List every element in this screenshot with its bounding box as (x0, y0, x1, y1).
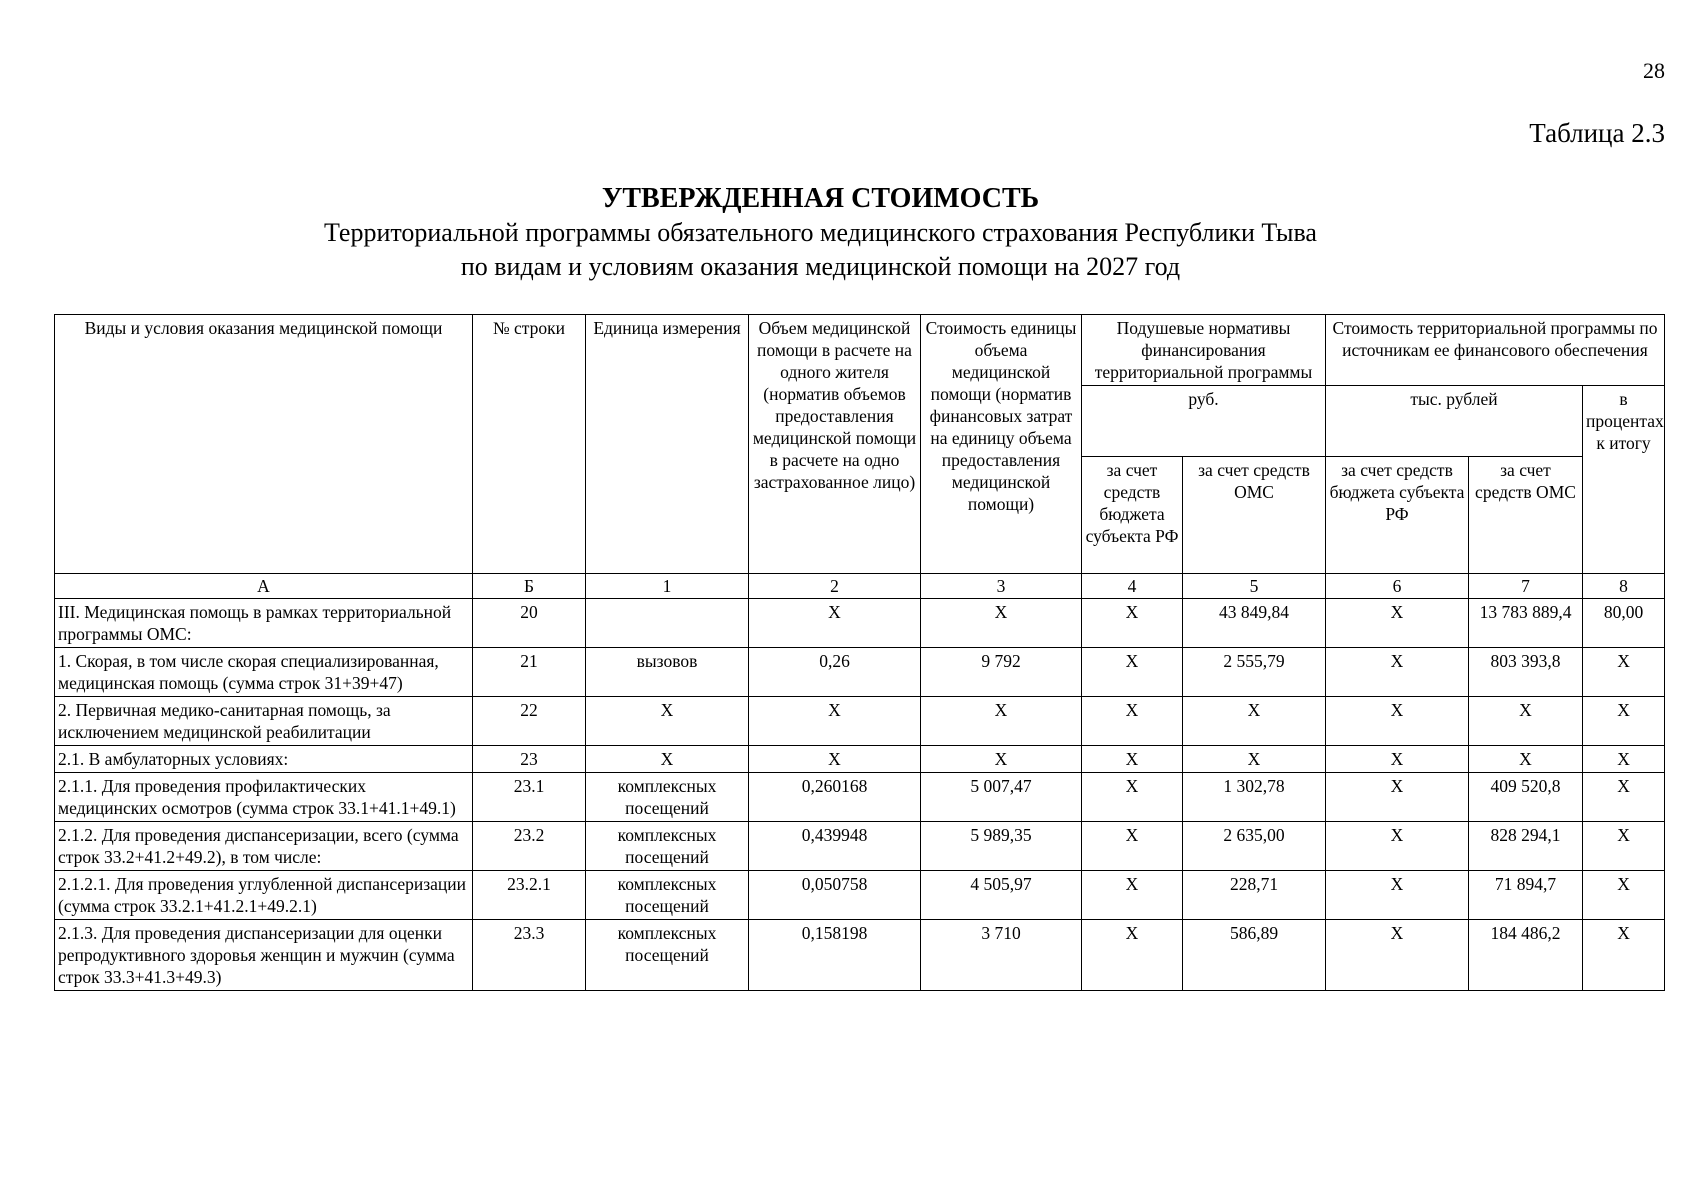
table-row (55, 822, 1665, 871)
row-name: III. Медицинская помощь в рамках территориальной программы ОМС: (55, 599, 473, 648)
row-name: 1. Скорая, в том числе скорая специализированная, медицинская помощь (сумма строк 31+39+47) (55, 648, 473, 697)
row-cost: Х (921, 746, 1082, 773)
row-volume: Х (749, 746, 921, 773)
row-percent: Х (1583, 697, 1665, 746)
row-volume: 0,26 (749, 648, 921, 697)
row-percent: 80,00 (1583, 599, 1665, 648)
row-cost: 3 710 (921, 920, 1082, 991)
header-oms-total: за счет средств ОМС (1469, 457, 1583, 574)
row-name: 2.1.2.1. Для проведения углубленной диспансеризации (сумма строк 33.2.1+41.2.1+49.2.1) (55, 871, 473, 920)
header-budget-total: за счет средств бюджета субъекта РФ (1326, 457, 1469, 574)
row-line: 23.2.1 (473, 871, 586, 920)
row-oms-total: 409 520,8 (1469, 773, 1583, 822)
row-unit: комплексных посещений (586, 871, 749, 920)
row-oms-pc: 1 302,78 (1183, 773, 1326, 822)
row-budget-pc: Х (1082, 648, 1183, 697)
row-budget-total: Х (1326, 746, 1469, 773)
row-oms-total: 13 783 889,4 (1469, 599, 1583, 648)
header-unit-thousand-rub: тыс. рублей (1326, 386, 1583, 457)
column-index-row (55, 574, 1665, 599)
header-line-number: № строки (473, 315, 586, 574)
row-budget-pc: Х (1082, 697, 1183, 746)
index-cell: Б (473, 574, 586, 599)
row-budget-pc: Х (1082, 599, 1183, 648)
document-title (0, 182, 1697, 284)
row-oms-pc: 2 555,79 (1183, 648, 1326, 697)
row-unit: комплексных посещений (586, 822, 749, 871)
table-row (55, 871, 1665, 920)
row-volume: Х (749, 599, 921, 648)
row-oms-pc: 2 635,00 (1183, 822, 1326, 871)
header-group-per-capita: Подушевые нормативы финансирования территориальной программы (1082, 315, 1326, 386)
header-unit: Единица измерения (586, 315, 749, 574)
row-budget-total: Х (1326, 697, 1469, 746)
row-name: 2.1. В амбулаторных условиях: (55, 746, 473, 773)
row-oms-pc: 228,71 (1183, 871, 1326, 920)
table-row (55, 599, 1665, 648)
row-budget-pc: Х (1082, 871, 1183, 920)
index-cell: 6 (1326, 574, 1469, 599)
row-cost: 5 989,35 (921, 822, 1082, 871)
row-name: 2.1.1. Для проведения профилактических медицинских осмотров (сумма строк 33.1+41.1+49.1) (55, 773, 473, 822)
cost-table (54, 314, 1665, 991)
row-unit: комплексных посещений (586, 773, 749, 822)
row-cost: Х (921, 599, 1082, 648)
row-volume: 0,260168 (749, 773, 921, 822)
row-oms-total: 803 393,8 (1469, 648, 1583, 697)
row-line: 21 (473, 648, 586, 697)
row-budget-total: Х (1326, 773, 1469, 822)
index-cell: А (55, 574, 473, 599)
row-unit: Х (586, 697, 749, 746)
index-cell: 4 (1082, 574, 1183, 599)
index-cell: 2 (749, 574, 921, 599)
index-cell: 8 (1583, 574, 1665, 599)
row-oms-total: Х (1469, 697, 1583, 746)
title-main: УТВЕРЖДЕННАЯ СТОИМОСТЬ (601, 183, 1040, 214)
row-budget-total: Х (1326, 599, 1469, 648)
row-budget-pc: Х (1082, 773, 1183, 822)
row-oms-total: 828 294,1 (1469, 822, 1583, 871)
row-oms-pc: 43 849,84 (1183, 599, 1326, 648)
header-unit-rub: руб. (1082, 386, 1326, 457)
row-percent: Х (1583, 871, 1665, 920)
row-line: 23.1 (473, 773, 586, 822)
row-unit (586, 599, 749, 648)
row-name: 2.1.3. Для проведения диспансеризации для оценки репродуктивного здоровья женщин и мужчин (сумма строк 33.3+41.3+49.3) (55, 920, 473, 991)
index-cell: 3 (921, 574, 1082, 599)
page-number: 28 (1643, 58, 1665, 83)
row-oms-total: Х (1469, 746, 1583, 773)
row-unit: комплексных посещений (586, 920, 749, 991)
header-budget-per-capita: за счет средств бюджета субъекта РФ (1082, 457, 1183, 574)
row-line: 23.3 (473, 920, 586, 991)
row-percent: Х (1583, 822, 1665, 871)
title-line-2: Территориальной программы обязательного медицинского страхования Республики Тыва (324, 218, 1317, 247)
row-oms-pc: Х (1183, 697, 1326, 746)
table-row (55, 746, 1665, 773)
row-name: 2.1.2. Для проведения диспансеризации, всего (сумма строк 33.2+41.2+49.2), в том числе: (55, 822, 473, 871)
table-row (55, 773, 1665, 822)
row-line: 23.2 (473, 822, 586, 871)
row-percent: Х (1583, 648, 1665, 697)
row-unit: Х (586, 746, 749, 773)
table-label: Таблица 2.3 (1529, 118, 1665, 148)
index-cell: 7 (1469, 574, 1583, 599)
row-budget-total: Х (1326, 648, 1469, 697)
header-kind: Виды и условия оказания медицинской помощи (55, 315, 473, 574)
table-row (55, 920, 1665, 991)
header-group-cost: Стоимость территориальной программы по источникам ее финансового обеспечения (1326, 315, 1665, 386)
row-percent: Х (1583, 773, 1665, 822)
row-budget-pc: Х (1082, 746, 1183, 773)
header-oms-per-capita: за счет средств ОМС (1183, 457, 1326, 574)
row-percent: Х (1583, 746, 1665, 773)
row-budget-pc: Х (1082, 920, 1183, 991)
row-volume: 0,439948 (749, 822, 921, 871)
row-budget-total: Х (1326, 822, 1469, 871)
row-cost: 9 792 (921, 648, 1082, 697)
row-cost: 4 505,97 (921, 871, 1082, 920)
index-cell: 1 (586, 574, 749, 599)
row-budget-total: Х (1326, 871, 1469, 920)
title-line-3: по видам и условиям оказания медицинской помощи на 2027 год (460, 252, 1181, 281)
row-cost: Х (921, 697, 1082, 746)
row-oms-pc: Х (1183, 746, 1326, 773)
row-volume: 0,158198 (749, 920, 921, 991)
table-row (55, 648, 1665, 697)
header-unit-cost: Стоимость единицы объема медицинской помощи (норматив финансовых затрат на единицу объема предоставления медицинской помощи) (921, 315, 1082, 574)
row-oms-total: 184 486,2 (1469, 920, 1583, 991)
row-unit: вызовов (586, 648, 749, 697)
header-percent-total: в процентах к итогу (1583, 386, 1665, 574)
row-volume: 0,050758 (749, 871, 921, 920)
row-line: 22 (473, 697, 586, 746)
row-volume: Х (749, 697, 921, 746)
header-volume: Объем медицинской помощи в расчете на одного жителя (норматив объемов предоставления медицинской помощи в расчете на одно застрахованное лицо) (749, 315, 921, 574)
row-oms-pc: 586,89 (1183, 920, 1326, 991)
row-budget-total: Х (1326, 920, 1469, 991)
row-percent: Х (1583, 920, 1665, 991)
row-cost: 5 007,47 (921, 773, 1082, 822)
row-name: 2. Первичная медико-санитарная помощь, за исключением медицинской реабилитации (55, 697, 473, 746)
row-budget-pc: Х (1082, 822, 1183, 871)
table-row (55, 697, 1665, 746)
index-cell: 5 (1183, 574, 1326, 599)
row-line: 20 (473, 599, 586, 648)
row-line: 23 (473, 746, 586, 773)
row-oms-total: 71 894,7 (1469, 871, 1583, 920)
